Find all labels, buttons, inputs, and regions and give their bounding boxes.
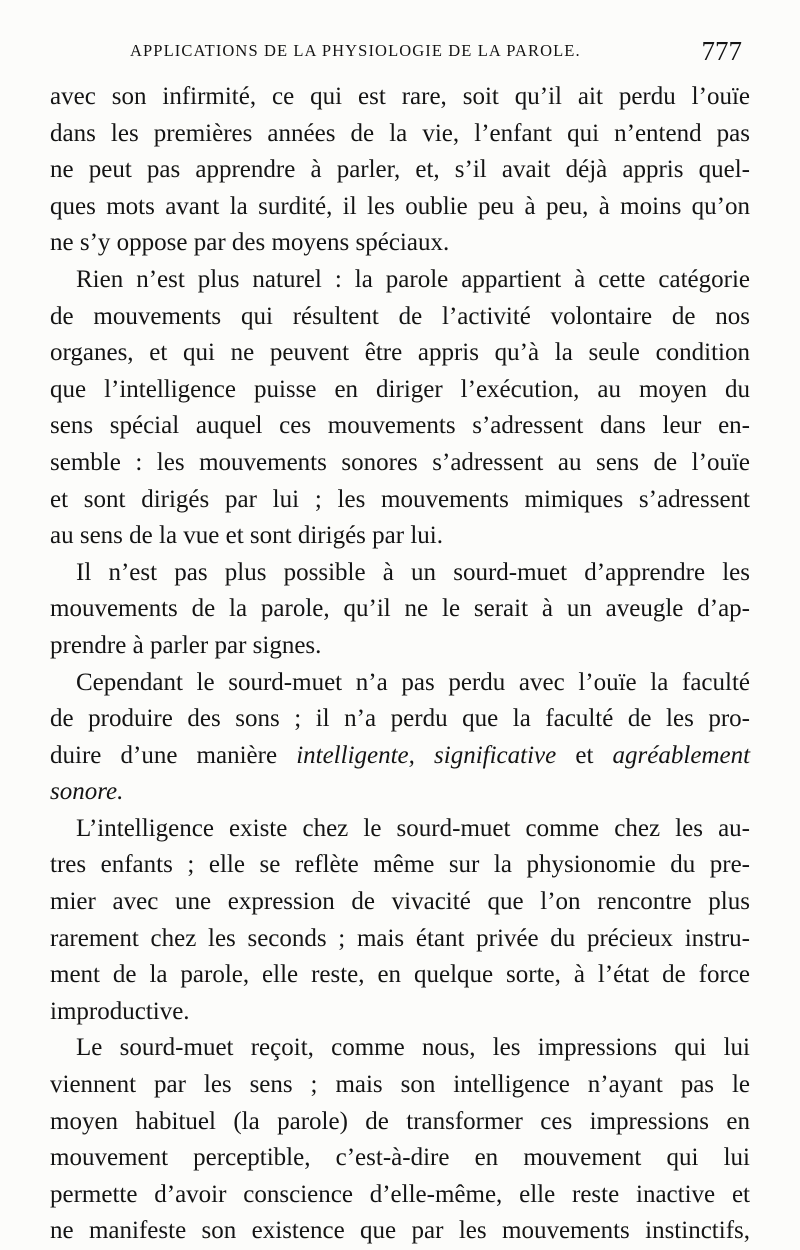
text-span: Rien n’est plus naturel : la parole appartient à cette catégorie <box>76 265 750 293</box>
text-span: permette d’avoir conscience d’elle-même, elle reste inactive et <box>50 1180 750 1208</box>
text-span: viennent par les sens ; mais son intelligence n’ayant pas le <box>50 1071 750 1099</box>
text-line <box>50 299 750 336</box>
text-span: Cependant le sourd-muet n’a pas perdu avec l’ouïe la faculté <box>76 668 750 696</box>
page-number: 777 <box>701 36 742 66</box>
text-span: ment de la parole, elle reste, en quelque sorte, à l’état de force <box>50 961 750 989</box>
text-span: rarement chez les seconds ; mais étant privée du précieux instru- <box>50 924 750 952</box>
text-span: mier avec une expression de vivacité que l’on rencontre plus <box>50 888 750 916</box>
text-span: et sont dirigés par lui ; les mouvements mimiques s’adressent <box>50 485 750 513</box>
text-line <box>50 847 750 884</box>
text-line <box>50 591 750 628</box>
text-span: improductive. <box>50 997 190 1025</box>
text-line <box>50 1104 750 1141</box>
text-span: tres enfants ; elle se reflète même sur la physionomie du pre- <box>50 851 750 879</box>
text-span: de mouvements qui résultent de l’activité volontaire de nos <box>50 302 750 330</box>
text-span: de produire des sons ; il n’a perdu que la faculté de les pro- <box>50 705 750 733</box>
text-line <box>50 957 750 994</box>
text-line <box>50 225 750 262</box>
text-line <box>50 555 750 592</box>
text-line <box>50 189 750 226</box>
text-span: Il n’est pas plus possible à un sourd-muet d’apprendre les <box>76 558 750 586</box>
text-span: ne s’y oppose par des moyens spéciaux. <box>50 229 450 257</box>
text-line <box>50 701 750 738</box>
text-line <box>50 1140 750 1177</box>
text-line <box>50 1030 750 1067</box>
text-line <box>50 665 750 702</box>
text-span: que l’intelligence puisse en diriger l’exécution, au moyen du <box>50 375 750 403</box>
text-span: sens spécial auquel ces mouvements s’adressent dans leur en- <box>50 412 750 440</box>
text-line <box>50 1177 750 1214</box>
text-line <box>50 116 750 153</box>
running-title: APPLICATIONS DE LA PHYSIOLOGIE DE LA PAROLE. <box>130 41 581 60</box>
text-line <box>50 994 750 1031</box>
text-line <box>50 628 750 665</box>
text-line <box>50 921 750 958</box>
text-line <box>50 774 750 811</box>
text-line <box>50 335 750 372</box>
page-header <box>130 36 750 70</box>
italic-text: intelligente, significative <box>296 741 557 769</box>
text-span: ne manifeste son existence que par les mouvements instinctifs, <box>50 1217 750 1245</box>
text-line <box>50 518 750 555</box>
text-line <box>50 1067 750 1104</box>
text-line <box>50 262 750 299</box>
text-span: mouvement perceptible, c’est-à-dire en mouvement qui lui <box>50 1144 750 1172</box>
text-line <box>50 811 750 848</box>
text-line <box>50 482 750 519</box>
text-line <box>50 372 750 409</box>
text-span: organes, et qui ne peuvent être appris qu’à la seule condition <box>50 339 750 367</box>
italic-text: agréablement <box>612 741 751 769</box>
text-span: Le sourd-muet reçoit, comme nous, les impressions qui lui <box>76 1034 750 1062</box>
italic-text: sonore. <box>50 778 124 806</box>
text-line <box>50 79 750 116</box>
text-span: duire d’une manière <box>50 741 297 769</box>
text-span: et <box>556 741 613 769</box>
text-span: avec son infirmité, ce qui est rare, soit qu’il ait perdu l’ouïe <box>50 83 750 110</box>
text-span: L’intelligence existe chez le sourd-muet comme chez les au- <box>76 814 750 842</box>
text-span: semble : les mouvements sonores s’adressent au sens de l’ouïe <box>50 448 750 476</box>
text-line <box>50 884 750 921</box>
text-line <box>50 1213 750 1250</box>
text-line <box>50 408 750 445</box>
text-span: ne peut pas apprendre à parler, et, s’il avait déjà appris quel- <box>50 156 750 184</box>
text-line <box>50 445 750 482</box>
text-span: moyen habituel (la parole) de transformer ces impressions en <box>50 1107 750 1135</box>
text-span: au sens de la vue et sont dirigés par lui. <box>50 522 443 550</box>
body-text <box>50 79 750 1250</box>
text-line <box>50 738 750 775</box>
text-span: ques mots avant la surdité, il les oublie peu à peu, à moins qu’on <box>50 192 750 220</box>
text-line <box>50 152 750 189</box>
text-span: prendre à parler par signes. <box>50 631 322 659</box>
text-span: dans les premières années de la vie, l’enfant qui n’entend pas <box>50 119 750 147</box>
text-span: mouvements de la parole, qu’il ne le serait à un aveugle d’ap- <box>50 595 750 623</box>
